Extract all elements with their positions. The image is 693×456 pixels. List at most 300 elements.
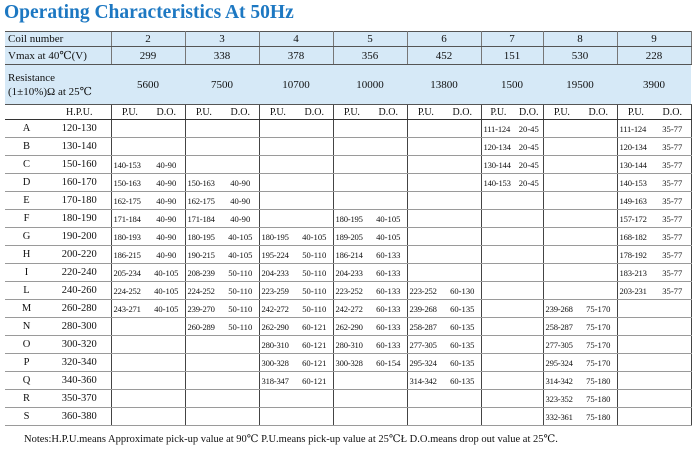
- table-row: [5, 336, 691, 354]
- pu-value-cell: [111, 120, 148, 138]
- pu-value-cell: [543, 120, 580, 138]
- pu-value-cell: [407, 192, 444, 210]
- table-row: [5, 264, 691, 282]
- pu-value-cell: 162-175: [111, 192, 148, 210]
- do-value-cell: 75-170: [580, 354, 617, 372]
- do-value-cell: [296, 192, 333, 210]
- pu-value-cell: [333, 174, 370, 192]
- do-value-cell: [580, 246, 617, 264]
- do-value-cell: 35-77: [654, 264, 691, 282]
- do-value-cell: 35-77: [654, 192, 691, 210]
- pu-value-cell: [543, 264, 580, 282]
- pu-value-cell: 280-310: [259, 336, 296, 354]
- pu-value-cell: [333, 120, 370, 138]
- pu-value-cell: [481, 336, 515, 354]
- pu-value-cell: [111, 372, 148, 390]
- pu-value-cell: 140-153: [111, 156, 148, 174]
- group-letter-cell: P: [5, 354, 48, 372]
- do-value-cell: 40-105: [222, 246, 259, 264]
- do-value-cell: 40-90: [222, 210, 259, 228]
- do-value-cell: 60-130: [444, 282, 481, 300]
- do-value-cell: [515, 336, 543, 354]
- do-value-cell: [370, 156, 407, 174]
- do-value-cell: 40-105: [296, 228, 333, 246]
- do-value-cell: 20-45: [515, 138, 543, 156]
- do-value-cell: [515, 282, 543, 300]
- do-value-cell: [222, 354, 259, 372]
- hpu-range-cell: 280-300: [48, 318, 111, 336]
- do-value-cell: 20-45: [515, 156, 543, 174]
- do-value-cell: [148, 372, 185, 390]
- do-value-cell: 50-110: [222, 282, 259, 300]
- pu-value-cell: 157-172: [617, 210, 654, 228]
- pu-value-cell: 180-195: [333, 210, 370, 228]
- do-value-cell: 60-135: [444, 354, 481, 372]
- do-value-cell: 40-90: [222, 192, 259, 210]
- do-value-cell: [370, 390, 407, 408]
- pu-value-cell: 171-184: [111, 210, 148, 228]
- pu-value-cell: [333, 156, 370, 174]
- do-value-cell: 50-110: [222, 300, 259, 318]
- pu-value-cell: 243-271: [111, 300, 148, 318]
- pu-value-cell: [185, 120, 222, 138]
- do-column-header: D.O.: [444, 105, 481, 120]
- do-value-cell: 40-90: [148, 156, 185, 174]
- pu-value-cell: [543, 228, 580, 246]
- vmax-cell: 452: [407, 47, 481, 65]
- pu-value-cell: 120-134: [481, 138, 515, 156]
- do-value-cell: [148, 318, 185, 336]
- do-value-cell: 40-90: [148, 210, 185, 228]
- pu-value-cell: [185, 372, 222, 390]
- pu-column-header: P.U.: [333, 105, 370, 120]
- do-value-cell: [296, 408, 333, 426]
- do-value-cell: 35-77: [654, 138, 691, 156]
- do-value-cell: [515, 192, 543, 210]
- do-value-cell: 40-90: [148, 228, 185, 246]
- pu-column-header: P.U.: [543, 105, 580, 120]
- table-row: [5, 228, 691, 246]
- pu-value-cell: [617, 318, 654, 336]
- pu-value-cell: [481, 354, 515, 372]
- column-subheader-row: [5, 105, 691, 120]
- hpu-range-cell: 240-260: [48, 282, 111, 300]
- do-value-cell: [370, 192, 407, 210]
- do-value-cell: 60-133: [370, 318, 407, 336]
- pu-value-cell: [111, 336, 148, 354]
- pu-value-cell: 277-305: [543, 336, 580, 354]
- do-value-cell: [148, 138, 185, 156]
- do-value-cell: [222, 156, 259, 174]
- do-value-cell: [654, 300, 691, 318]
- pu-value-cell: [407, 174, 444, 192]
- pu-value-cell: [617, 354, 654, 372]
- do-value-cell: 40-105: [148, 264, 185, 282]
- do-value-cell: [148, 336, 185, 354]
- coil-number-cell: 3: [185, 32, 259, 47]
- resistance-cell: 3900: [617, 65, 691, 105]
- do-value-cell: 40-90: [148, 174, 185, 192]
- pu-value-cell: 130-144: [481, 156, 515, 174]
- pu-value-cell: [185, 390, 222, 408]
- do-value-cell: 35-77: [654, 210, 691, 228]
- do-value-cell: 40-105: [148, 300, 185, 318]
- do-value-cell: [148, 354, 185, 372]
- pu-value-cell: 239-268: [543, 300, 580, 318]
- do-value-cell: 50-110: [296, 300, 333, 318]
- table-row: [5, 174, 691, 192]
- do-value-cell: [296, 156, 333, 174]
- do-value-cell: 35-77: [654, 174, 691, 192]
- do-value-cell: [654, 336, 691, 354]
- do-value-cell: [370, 174, 407, 192]
- hpu-range-cell: 180-190: [48, 210, 111, 228]
- do-value-cell: [444, 264, 481, 282]
- do-value-cell: 35-77: [654, 282, 691, 300]
- pu-value-cell: [407, 408, 444, 426]
- vmax-cell: 151: [481, 47, 543, 65]
- do-value-cell: 60-133: [370, 246, 407, 264]
- pu-value-cell: [481, 246, 515, 264]
- do-value-cell: 60-154: [370, 354, 407, 372]
- do-value-cell: [515, 228, 543, 246]
- pu-value-cell: [481, 264, 515, 282]
- do-value-cell: 50-110: [296, 282, 333, 300]
- do-value-cell: 40-105: [222, 228, 259, 246]
- pu-value-cell: 205-234: [111, 264, 148, 282]
- do-value-cell: [515, 408, 543, 426]
- pu-value-cell: 314-342: [543, 372, 580, 390]
- pu-value-cell: 262-290: [333, 318, 370, 336]
- do-value-cell: [515, 246, 543, 264]
- do-value-cell: [515, 390, 543, 408]
- do-value-cell: [222, 336, 259, 354]
- pu-value-cell: [407, 120, 444, 138]
- do-value-cell: [148, 120, 185, 138]
- table-row: [5, 372, 691, 390]
- do-value-cell: [654, 408, 691, 426]
- do-value-cell: 60-133: [370, 336, 407, 354]
- resistance-cell: 7500: [185, 65, 259, 105]
- pu-value-cell: 204-233: [259, 264, 296, 282]
- pu-value-cell: 140-153: [617, 174, 654, 192]
- pu-value-cell: [333, 372, 370, 390]
- hpu-range-cell: 340-360: [48, 372, 111, 390]
- pu-value-cell: [407, 264, 444, 282]
- pu-value-cell: [259, 390, 296, 408]
- do-value-cell: 60-121: [296, 354, 333, 372]
- do-value-cell: 60-135: [444, 372, 481, 390]
- pu-value-cell: [259, 138, 296, 156]
- pu-value-cell: [259, 210, 296, 228]
- do-value-cell: [580, 174, 617, 192]
- do-column-header: D.O.: [654, 105, 691, 120]
- pu-value-cell: 223-259: [259, 282, 296, 300]
- pu-value-cell: [543, 192, 580, 210]
- coil-number-cell: 4: [259, 32, 333, 47]
- do-value-cell: [222, 138, 259, 156]
- do-value-cell: 40-105: [370, 228, 407, 246]
- group-letter-cell: L: [5, 282, 48, 300]
- pu-value-cell: [259, 408, 296, 426]
- pu-value-cell: 111-124: [617, 120, 654, 138]
- do-value-cell: 50-110: [296, 264, 333, 282]
- hpu-range-cell: 300-320: [48, 336, 111, 354]
- do-value-cell: 60-121: [296, 318, 333, 336]
- group-letter-cell: I: [5, 264, 48, 282]
- pu-value-cell: 171-184: [185, 210, 222, 228]
- pu-value-cell: 203-231: [617, 282, 654, 300]
- coil-number-cell: 9: [617, 32, 691, 47]
- coil-number-cell: 7: [481, 32, 543, 47]
- pu-value-cell: [185, 156, 222, 174]
- do-value-cell: 50-110: [222, 264, 259, 282]
- do-value-cell: [222, 408, 259, 426]
- table-row: [5, 318, 691, 336]
- pu-value-cell: 300-328: [333, 354, 370, 372]
- do-value-cell: 60-133: [370, 300, 407, 318]
- pu-value-cell: 162-175: [185, 192, 222, 210]
- group-letter-cell: F: [5, 210, 48, 228]
- group-letter-cell: A: [5, 120, 48, 138]
- pu-value-cell: 332-361: [543, 408, 580, 426]
- do-value-cell: 40-90: [148, 246, 185, 264]
- do-value-cell: [515, 372, 543, 390]
- pu-value-cell: [111, 354, 148, 372]
- pu-value-cell: [481, 282, 515, 300]
- do-value-cell: [444, 120, 481, 138]
- pu-value-cell: 186-215: [111, 246, 148, 264]
- do-column-header: D.O.: [296, 105, 333, 120]
- vmax-cell: 338: [185, 47, 259, 65]
- pu-value-cell: [617, 408, 654, 426]
- pu-value-cell: 300-328: [259, 354, 296, 372]
- hpu-range-cell: 160-170: [48, 174, 111, 192]
- pu-column-header: P.U.: [111, 105, 148, 120]
- do-value-cell: 75-170: [580, 336, 617, 354]
- do-value-cell: [370, 372, 407, 390]
- pu-value-cell: [481, 228, 515, 246]
- do-value-cell: [444, 228, 481, 246]
- do-value-cell: [296, 390, 333, 408]
- do-value-cell: [222, 120, 259, 138]
- do-value-cell: [370, 408, 407, 426]
- pu-value-cell: [407, 156, 444, 174]
- do-value-cell: 60-135: [444, 300, 481, 318]
- pu-value-cell: 150-163: [111, 174, 148, 192]
- do-value-cell: 40-105: [370, 210, 407, 228]
- do-column-header: D.O.: [148, 105, 185, 120]
- do-value-cell: [580, 138, 617, 156]
- do-value-cell: 60-121: [296, 372, 333, 390]
- do-value-cell: [580, 228, 617, 246]
- do-value-cell: [580, 282, 617, 300]
- pu-value-cell: 178-192: [617, 246, 654, 264]
- table-row: [5, 120, 691, 138]
- do-value-cell: [444, 174, 481, 192]
- do-value-cell: 75-180: [580, 408, 617, 426]
- resistance-cell: 13800: [407, 65, 481, 105]
- group-letter-cell: Q: [5, 372, 48, 390]
- group-letter-cell: R: [5, 390, 48, 408]
- pu-value-cell: 239-270: [185, 300, 222, 318]
- pu-value-cell: [481, 300, 515, 318]
- resistance-cell: 10700: [259, 65, 333, 105]
- table-row: [5, 282, 691, 300]
- pu-value-cell: 262-290: [259, 318, 296, 336]
- vmax-cell: 530: [543, 47, 617, 65]
- pu-value-cell: 204-233: [333, 264, 370, 282]
- vmax-row: [5, 47, 691, 65]
- pu-value-cell: 242-272: [259, 300, 296, 318]
- vmax-cell: 356: [333, 47, 407, 65]
- pu-value-cell: [259, 120, 296, 138]
- pu-value-cell: [333, 408, 370, 426]
- coil-number-cell: 8: [543, 32, 617, 47]
- table-row: [5, 300, 691, 318]
- pu-value-cell: [111, 408, 148, 426]
- do-value-cell: [148, 408, 185, 426]
- pu-value-cell: [407, 210, 444, 228]
- do-value-cell: [515, 264, 543, 282]
- coil-number-cell: 5: [333, 32, 407, 47]
- hpu-range-cell: 360-380: [48, 408, 111, 426]
- table-row: [5, 210, 691, 228]
- pu-value-cell: 130-144: [617, 156, 654, 174]
- do-value-cell: [654, 390, 691, 408]
- pu-value-cell: 168-182: [617, 228, 654, 246]
- pu-value-cell: [259, 156, 296, 174]
- vmax-cell: 299: [111, 47, 185, 65]
- pu-value-cell: [543, 246, 580, 264]
- do-value-cell: 35-77: [654, 228, 691, 246]
- do-value-cell: [444, 156, 481, 174]
- resistance-row: [5, 65, 691, 105]
- do-value-cell: 40-90: [148, 192, 185, 210]
- pu-value-cell: 195-224: [259, 246, 296, 264]
- do-column-header: D.O.: [515, 105, 543, 120]
- pu-value-cell: [185, 138, 222, 156]
- vmax-cell: 378: [259, 47, 333, 65]
- pu-value-cell: [617, 336, 654, 354]
- do-value-cell: [515, 300, 543, 318]
- resistance-label-line2: (1±10%)Ω at 25℃: [8, 85, 92, 98]
- pu-value-cell: 280-310: [333, 336, 370, 354]
- pu-column-header: P.U.: [617, 105, 654, 120]
- pu-column-header: P.U.: [259, 105, 296, 120]
- pu-value-cell: [617, 372, 654, 390]
- pu-value-cell: 189-205: [333, 228, 370, 246]
- pu-value-cell: 258-287: [407, 318, 444, 336]
- do-value-cell: [580, 192, 617, 210]
- pu-value-cell: 140-153: [481, 174, 515, 192]
- pu-value-cell: 239-268: [407, 300, 444, 318]
- do-value-cell: [222, 390, 259, 408]
- pu-value-cell: 260-289: [185, 318, 222, 336]
- resistance-cell: 19500: [543, 65, 617, 105]
- do-value-cell: [444, 408, 481, 426]
- hpu-range-cell: 190-200: [48, 228, 111, 246]
- pu-value-cell: [481, 390, 515, 408]
- pu-value-cell: [333, 138, 370, 156]
- do-value-cell: [515, 318, 543, 336]
- do-value-cell: [444, 390, 481, 408]
- do-value-cell: [444, 210, 481, 228]
- hpu-range-cell: 150-160: [48, 156, 111, 174]
- pu-value-cell: [407, 390, 444, 408]
- table-row: [5, 192, 691, 210]
- do-value-cell: [370, 120, 407, 138]
- do-value-cell: 60-135: [444, 318, 481, 336]
- group-letter-cell: M: [5, 300, 48, 318]
- pu-value-cell: [407, 228, 444, 246]
- hpu-range-cell: 260-280: [48, 300, 111, 318]
- pu-value-cell: [543, 138, 580, 156]
- group-letter-cell: C: [5, 156, 48, 174]
- hpu-range-cell: 120-130: [48, 120, 111, 138]
- do-value-cell: 75-180: [580, 372, 617, 390]
- pu-value-cell: 242-272: [333, 300, 370, 318]
- pu-value-cell: 120-134: [617, 138, 654, 156]
- group-letter-cell: H: [5, 246, 48, 264]
- pu-value-cell: [617, 300, 654, 318]
- pu-value-cell: [111, 138, 148, 156]
- do-value-cell: 60-135: [444, 336, 481, 354]
- pu-value-cell: 323-352: [543, 390, 580, 408]
- do-value-cell: [296, 174, 333, 192]
- pu-column-header: P.U.: [185, 105, 222, 120]
- resistance-cell: 1500: [481, 65, 543, 105]
- table-row: [5, 138, 691, 156]
- coil-number-cell: 6: [407, 32, 481, 47]
- resistance-label: [5, 65, 111, 105]
- group-letter-cell: E: [5, 192, 48, 210]
- pu-value-cell: 224-252: [111, 282, 148, 300]
- group-letter-cell: S: [5, 408, 48, 426]
- pu-value-cell: 318-347: [259, 372, 296, 390]
- pu-value-cell: 190-215: [185, 246, 222, 264]
- table-row: [5, 390, 691, 408]
- do-value-cell: 75-170: [580, 318, 617, 336]
- do-value-cell: 40-90: [222, 174, 259, 192]
- pu-value-cell: 208-239: [185, 264, 222, 282]
- pu-value-cell: [543, 210, 580, 228]
- hpu-range-cell: 130-140: [48, 138, 111, 156]
- do-value-cell: [444, 138, 481, 156]
- pu-value-cell: 295-324: [543, 354, 580, 372]
- do-value-cell: [515, 354, 543, 372]
- do-value-cell: 50-110: [296, 246, 333, 264]
- group-letter-cell: O: [5, 336, 48, 354]
- pu-value-cell: [333, 390, 370, 408]
- pu-value-cell: [543, 282, 580, 300]
- pu-value-cell: [407, 138, 444, 156]
- hpu-range-cell: 200-220: [48, 246, 111, 264]
- pu-value-cell: 150-163: [185, 174, 222, 192]
- group-column-header: [5, 105, 48, 120]
- do-value-cell: 50-110: [222, 318, 259, 336]
- do-value-cell: 75-170: [580, 300, 617, 318]
- vmax-label: Vmax at 40℃(V): [5, 47, 111, 65]
- pu-value-cell: 224-252: [185, 282, 222, 300]
- resistance-cell: 10000: [333, 65, 407, 105]
- pu-value-cell: 223-252: [333, 282, 370, 300]
- notes: Notes:H.P.U.means Approximate pick-up value at 90℃ P.U.means pick-up value at 25℃Ł D.O.means drop out value at 25℃.: [24, 434, 558, 445]
- table-row: [5, 246, 691, 264]
- hpu-range-cell: 320-340: [48, 354, 111, 372]
- do-value-cell: 60-133: [370, 282, 407, 300]
- pu-value-cell: [333, 192, 370, 210]
